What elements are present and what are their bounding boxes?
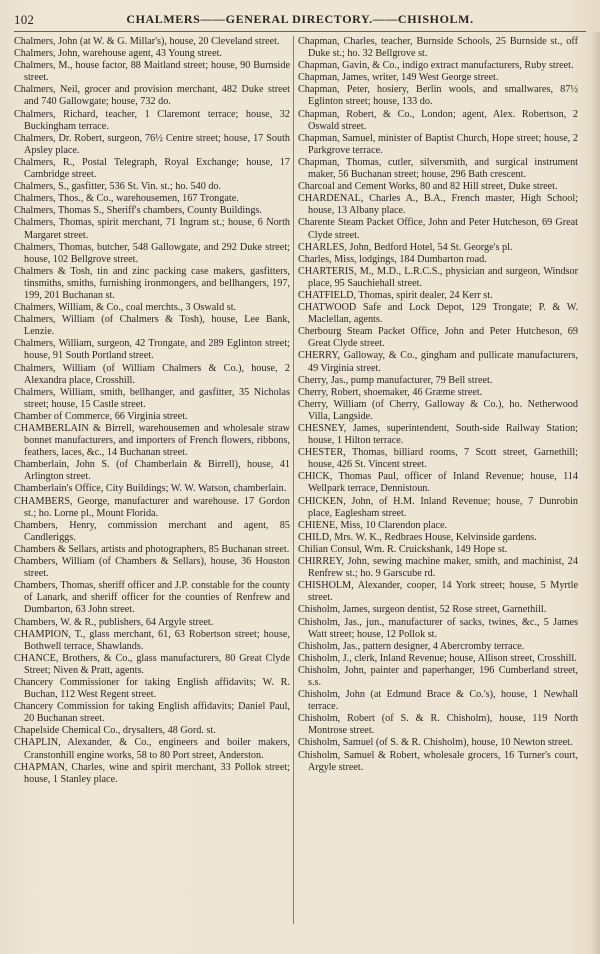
- directory-entry: Chamber of Commerce, 66 Virginia street.: [14, 410, 188, 422]
- directory-entry: Chisholm, Jas., pattern designer, 4 Abercromby terrace.: [298, 640, 525, 652]
- directory-entry: Chalmers, Thos., & Co., warehousemen, 167 Trongate.: [14, 193, 239, 205]
- directory-entry: CHICK, Thomas Paul, officer of Inland Revenue; house, 114 Wellpark terrace, Dennistoun.: [298, 471, 578, 495]
- directory-entry: Chapman, Robert, & Co., London; agent, Alex. Robertson, 2 Oswald street.: [298, 108, 578, 132]
- directory-entry: CHICKEN, John, of H.M. Inland Revenue; house, 7 Dunrobin place, Eaglesham street.: [298, 495, 578, 519]
- directory-entry: Chalmers, Thomas, butcher, 548 Gallowgate, and 292 Duke street; house, 102 Bellgrove street.: [14, 241, 290, 265]
- directory-entry: Charcoal and Cement Works, 80 and 82 Hill street, Duke street.: [298, 181, 558, 193]
- directory-entry: Chalmers, Thomas, spirit merchant, 71 Ingram st.; house, 6 North Margaret street.: [14, 217, 290, 241]
- directory-entry: Chambers, Henry, commission merchant and agent, 85 Candleriggs.: [14, 519, 290, 543]
- directory-entry: Chamberlain's Office, City Buildings; W. W. Watson, chamberlain.: [14, 483, 287, 495]
- directory-entry: Chalmers, William (of Chalmers & Tosh), house, Lee Bank, Lenzie.: [14, 314, 290, 338]
- right-column: [298, 36, 578, 926]
- directory-entry: Chapman, Peter, hosiery, Berlin wools, and smallwares, 87½ Eglinton street; house, 133 do.: [298, 84, 578, 108]
- directory-entry: Charles, Miss, lodgings, 184 Dumbarton road.: [298, 253, 487, 265]
- directory-entry: CHISHOLM, Alexander, cooper, 14 York street; house, 5 Myrtle street.: [298, 580, 578, 604]
- directory-entry: Chisholm, J., clerk, Inland Revenue; house, Allison street, Crosshill.: [298, 652, 577, 664]
- directory-entry: CHESNEY, James, superintendent, South-side Railway Station; house, 1 Hilton terrace.: [298, 423, 578, 447]
- directory-entry: Chisholm, Samuel (of S. & R. Chisholm), house, 10 Newton street.: [298, 737, 573, 749]
- directory-entry: Cherry, William (of Cherry, Galloway & Co.), ho. Netherwood Villa, Langside.: [298, 398, 578, 422]
- directory-entry: Chancery Commission for taking English affidavits; Daniel Paul, 20 Buchanan street.: [14, 701, 290, 725]
- directory-entry: CHAMBERLAIN & Birrell, warehousemen and wholesale straw bonnet manufacturers, and importers of French flowers, ribbons, feathers, laces, &c., 14 Buchanan street.: [14, 423, 290, 459]
- page-gutter-shadow: [590, 32, 600, 954]
- directory-entry: Chambers, W. & R., publishers, 64 Argyle street.: [14, 616, 214, 628]
- directory-entry: Cherry, Jas., pump manufacturer, 79 Bell street.: [298, 374, 493, 386]
- directory-entry: Chalmers, M., house factor, 88 Maitland street; house, 90 Burnside street.: [14, 60, 290, 84]
- directory-entry: Chapman, James, writer, 149 West George street.: [298, 72, 499, 84]
- directory-entry: Chalmers, John, warehouse agent, 43 Young street.: [14, 48, 222, 60]
- page-number: 102: [14, 12, 35, 27]
- directory-entry: Chisholm, James, surgeon dentist, 52 Rose street, Garnethill.: [298, 604, 547, 616]
- directory-entry: CHAMBERS, George, manufacturer and warehouse. 17 Gordon st.; ho. Lorne pl., Mount Florida.: [14, 495, 290, 519]
- directory-entry: CHIRREY, John, sewing machine maker, smith, and machinist, 24 Renfrew st.; ho. 9 Garscube rd.: [298, 556, 578, 580]
- directory-entry: Chalmers, Richard, teacher, 1 Claremont terrace; house, 32 Buckingham terrace.: [14, 108, 290, 132]
- directory-entry: Chalmers, John (at W. & G. Millar's), house, 20 Cleveland street.: [14, 36, 280, 47]
- directory-entry: CHERRY, Galloway, & Co., gingham and pullicate manufacturers, 49 Virginia street.: [298, 350, 578, 374]
- directory-entry: CHAPMAN, Charles, wine and spirit merchant, 33 Pollok street; house, 1 Stanley place.: [14, 761, 290, 785]
- page-header: [14, 12, 586, 28]
- directory-entry: CHAPLIN, Alexander, & Co., engineers and boiler makers, Cranstonhill engine works, 58 to 80 Port street, Anderston.: [14, 737, 290, 761]
- directory-entry: Chalmers, Thomas S., Sheriff's chambers, County Buildings.: [14, 205, 262, 217]
- directory-entry: CHILD, Mrs. W. K., Redbraes House, Kelvinside gardens.: [298, 531, 537, 543]
- directory-entry: Chancery Commissioner for taking English affidavits; W. R. Buchan, 112 West Regent street.: [14, 676, 290, 701]
- directory-entry: Cherbourg Steam Packet Office, John and Peter Hutcheson, 69 Great Clyde street.: [298, 326, 578, 350]
- directory-entry: Chalmers, Dr. Robert, surgeon, 76½ Centre street; house, 17 South Apsley place.: [14, 132, 290, 156]
- directory-entry: Chilian Consul, Wm. R. Cruickshank, 149 Hope st.: [298, 543, 508, 555]
- directory-entry: Chalmers & Tosh, tin and zinc packing case makers, gasfitters, tinsmiths, smiths, furnishing ironmongers, and bellhangers, 197, 199, 201 Buchanan st.: [14, 265, 290, 301]
- directory-entry: Chisholm, John, painter and paperhanger, 196 Cumberland street, s.s.: [298, 664, 578, 688]
- directory-entry: Chisholm, Jas., jun., manufacturer of sacks, twines, &c., 5 James Watt street; house, 12 Pollok st.: [298, 616, 578, 640]
- directory-entry: Chapman, Gavin, & Co., indigo extract manufacturers, Ruby street.: [298, 60, 574, 72]
- directory-entry: Chalmers, Neil, grocer and provision merchant, 482 Duke street and 740 Gallowgate; house, 732 do.: [14, 84, 290, 108]
- directory-entry: Chapman, Thomas, cutler, silversmith, and surgical instrument maker, 56 Buchanan street; house, 296 Bath crescent.: [298, 156, 578, 181]
- running-title: CHALMERS——GENERAL DIRECTORY.——CHISHOLM.: [126, 12, 474, 26]
- directory-entry: CHATWOOD Safe and Lock Depot, 129 Trongate; P. & W. Maclellan, agents.: [298, 302, 578, 326]
- directory-entry: CHATFIELD, Thomas, spirit dealer, 24 Kerr st.: [298, 289, 493, 301]
- directory-entry: Chalmers, R., Postal Telegraph, Royal Exchange; house, 17 Cambridge street.: [14, 156, 290, 181]
- directory-entry: Chambers, William (of Chambers & Sellars), house, 36 Houston street.: [14, 556, 290, 580]
- directory-entry: Charente Steam Packet Office, John and Peter Hutcheson, 69 Great Clyde street.: [298, 217, 578, 241]
- directory-entry: Chalmers, William, & Co., coal merchts., 3 Oswald st.: [14, 302, 237, 314]
- directory-entry: CHARDENAL, Charles A., B.A., French master, High School; house, 13 Albany place.: [298, 193, 578, 217]
- directory-entry: CHESTER, Thomas, billiard rooms, 7 Scott street, Garnethill; house, 426 St. Vincent street.: [298, 447, 578, 471]
- left-column: [14, 36, 290, 926]
- directory-entry: CHARLES, John, Bedford Hotel, 54 St. George's pl.: [298, 241, 513, 253]
- column-divider: [293, 36, 294, 924]
- directory-entry: CHARTERIS, M., M.D., L.R.C.S., physician and surgeon, Windsor place, 95 Sauchiehall street.: [298, 265, 578, 289]
- directory-entry: Chamberlain, John S. (of Chamberlain & Birrell), house, 41 Arlington street.: [14, 459, 290, 483]
- directory-entry: Chambers & Sellars, artists and photographers, 85 Buchanan street.: [14, 543, 290, 555]
- directory-entry: Chisholm, John (at Edmund Brace & Co.'s), house, 1 Newhall terrace.: [298, 689, 578, 713]
- directory-entry: CHAMPION, T., glass merchant, 61, 63 Robertson street; house, Bothwell terrace, Shawlands.: [14, 628, 290, 652]
- directory-entry: Chapman, Charles, teacher, Burnside Schools, 25 Burnside st., off Duke st.; ho. 32 Bellgrove st.: [298, 36, 578, 60]
- directory-entry: Chisholm, Samuel & Robert, wholesale grocers, 16 Turner's court, Argyle street.: [298, 749, 578, 773]
- directory-entry: Chapman, Samuel, minister of Baptist Church, Hope street; house, 2 Parkgrove terrace.: [298, 132, 578, 156]
- directory-entry: Chapelside Chemical Co., drysalters, 48 Gord. st.: [14, 725, 216, 737]
- header-rule: [14, 31, 586, 32]
- directory-entry: Chalmers, William (of William Chalmers & Co.), house, 2 Alexandra place, Crosshill.: [14, 362, 290, 386]
- directory-entry: Cherry, Robert, shoemaker, 46 Græme street.: [298, 386, 483, 398]
- directory-entry: Chalmers, William, smith, bellhanger, and gasfitter, 35 Nicholas street; house, 15 Castle street.: [14, 386, 290, 410]
- directory-entry: Chalmers, S., gasfitter, 536 St. Vin. st.; ho. 540 do.: [14, 181, 222, 193]
- directory-entry: Chalmers, William, surgeon, 42 Trongate, and 289 Eglinton street; house, 91 South Portland street.: [14, 338, 290, 362]
- directory-entry: Chambers, Thomas, sheriff officer and J.P. constable for the county of Lanark, and sheriff officer for the counties of Renfrew and Dumbarton, 63 John street.: [14, 580, 290, 616]
- directory-entry: CHANCE, Brothers, & Co., glass manufacturers, 80 Great Clyde Street; Niven & Pratt, agents.: [14, 652, 290, 676]
- directory-entry: Chisholm, Robert (of S. & R. Chisholm), house, 119 North Montrose street.: [298, 713, 578, 737]
- directory-entry: CHIENE, Miss, 10 Clarendon place.: [298, 519, 448, 531]
